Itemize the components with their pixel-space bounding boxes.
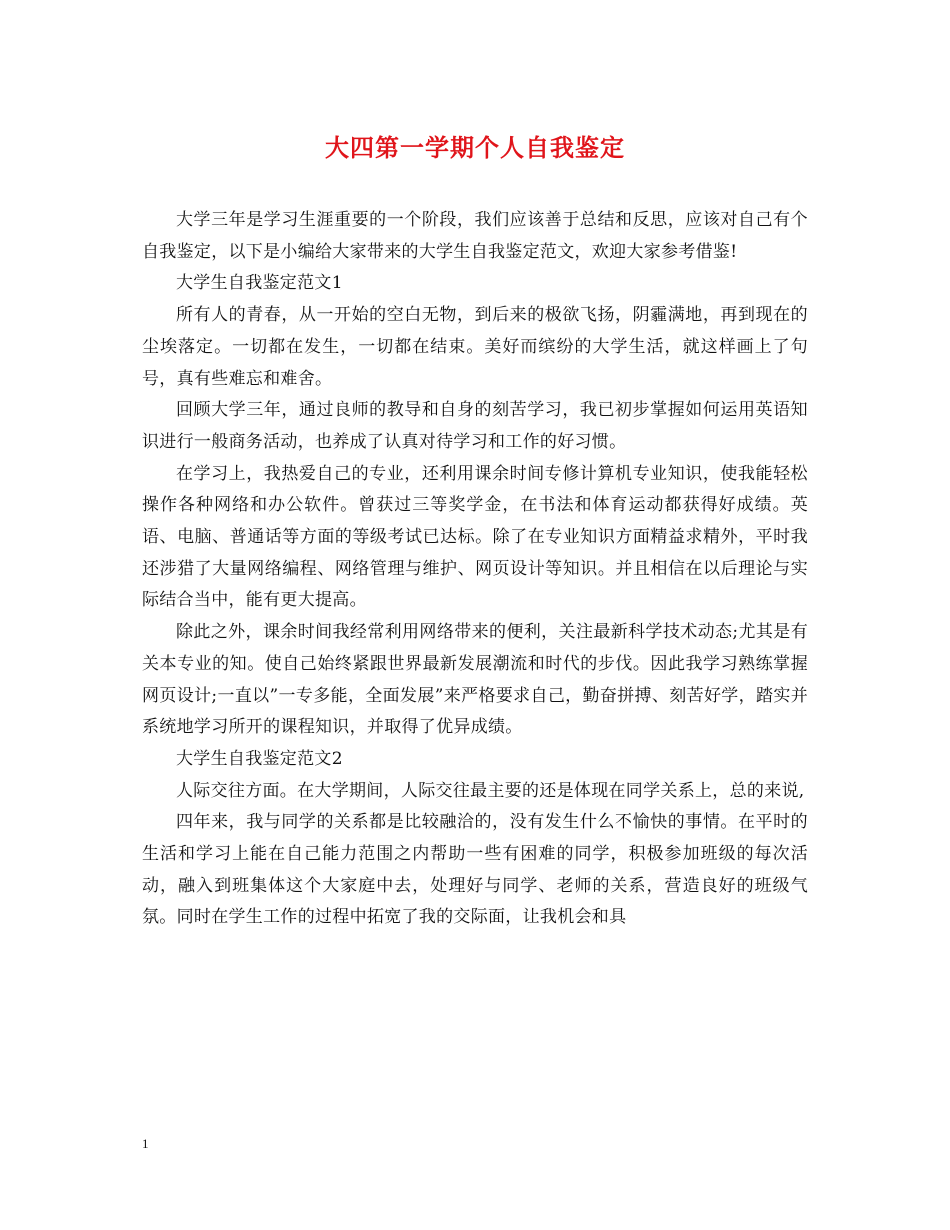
paragraph: 回顾大学三年，通过良师的教导和自身的刻苦学习，我已初步掌握如何运用英语知识进行一般商务活动，也养成了认真对待学习和工作的好习惯。: [142, 400, 808, 452]
paragraph-intro: 大学三年是学习生涯重要的一个阶段，我们应该善于总结和反思，应该对自己有个自我鉴定，以下是小编给大家带来的大学生自我鉴定范文，欢迎大家参考借鉴!: [142, 210, 808, 262]
paragraph: 四年来，我与同学的关系都是比较融洽的，没有发生什么不愉快的事情。在平时的生活和学习上能在自己能力范围之内帮助一些有困难的同学，积极参加班级的每次活动，融入到班集体这个大家庭中去，处理好与同学、老师的关系，营造良好的班级气氛。同时在学生工作的过程中拓宽了我的交际面，让我机会和具: [142, 812, 808, 928]
section-heading-sample-2: 大学生自我鉴定范文2: [176, 748, 343, 769]
document-body: [142, 205, 808, 934]
paragraph: 除此之外，课余时间我经常利用网络带来的便利，关注最新科学技术动态;尤其是有关本专业的知。使自己始终紧跟世界最新发展潮流和时代的步伐。因此我学习熟练掌握网页设计;一直以”一专多能，全面发展”来严格要求自己，勤奋拼搏、刻苦好学，踏实并系统地学习所开的课程知识，并取得了优异成绩。: [142, 622, 808, 738]
document-title: 大四第一学期个人自我鉴定: [325, 133, 625, 162]
paragraph: 在学习上，我热爱自己的专业，还利用课余时间专修计算机专业知识，使我能轻松操作各种网络和办公软件。曾获过三等奖学金，在书法和体育运动都获得好成绩。英语、电脑、普通话等方面的等级考试已达标。除了在专业知识方面精益求精外，平时我还涉猎了大量网络编程、网络管理与维护、网页设计等知识。并且相信在以后理论与实际结合当中，能有更大提高。: [142, 463, 808, 611]
page-number: 1: [142, 1136, 149, 1151]
paragraph: 人际交往方面。在大学期间，人际交往最主要的还是体现在同学关系上，总的来说,: [176, 780, 805, 801]
section-heading-sample-1: 大学生自我鉴定范文1: [176, 273, 343, 294]
paragraph: 所有人的青春，从一开始的空白无物，到后来的极欲飞扬，阴霾满地，再到现在的尘埃落定。一切都在发生，一切都在结束。美好而缤纷的大学生活，就这样画上了句号，真有些难忘和难舍。: [142, 305, 808, 389]
